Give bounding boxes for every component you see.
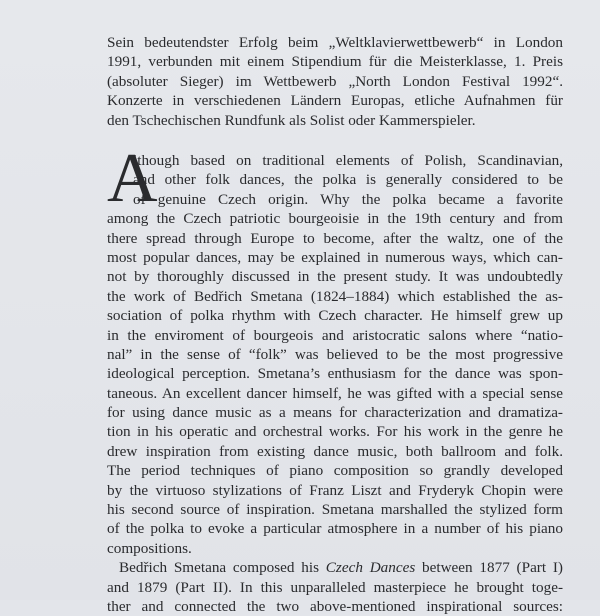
- text-line: Konzerte in verschiedenen Ländern Europas, etliche Aufnahmen für: [107, 92, 563, 110]
- text-line: among the Czech patriotic bourgeoisie in the 19th century and from: [107, 210, 563, 228]
- text-line: of the polka to evoke a particular atmosphere in a number of his piano: [107, 520, 563, 538]
- text-line: most popular dances, may be explained in numerous ways, which can-: [107, 248, 563, 266]
- text-line: not by thoroughly discussed in the present study. It was undoubtedly: [107, 268, 563, 286]
- text-run: between 1877 (Part I): [415, 559, 563, 577]
- text-line: drew inspiration from existing dance music, both ballroom and folk.: [107, 442, 563, 460]
- german-biography-paragraph: [107, 33, 563, 130]
- text-line: sociation of polka rhythm with Czech character. He himself grew up: [107, 307, 563, 325]
- work-title-italic: Czech Dances: [325, 559, 416, 577]
- text-line: the work of Bedřich Smetana (1824–1884) which established the as-: [107, 287, 563, 305]
- drop-cap: A: [107, 140, 158, 217]
- text-line: and other folk dances, the polka is generally considered to be: [133, 171, 563, 189]
- text-line: ideological perception. Smetana’s enthusiasm for the dance was spon-: [107, 365, 563, 383]
- text-line: by the virtuoso stylizations of Franz Liszt and Fryderyk Chopin were: [107, 481, 563, 499]
- text-line: The period techniques of piano composition so grandly developed: [107, 462, 563, 480]
- text-run: Bedřich Smetana composed his: [119, 559, 326, 577]
- text-line: for using dance music as a means for characterization and dramatiza-: [107, 404, 563, 422]
- text-line: nal” in the sense of “folk” was believed to be the most progressive: [107, 345, 563, 363]
- text-line-with-italic-title: [107, 558, 563, 577]
- text-line: taneous. An excellent dancer himself, he was gifted with a special sense: [107, 384, 563, 402]
- text-line: ther and connected the two above-mentioned inspirational sources:: [107, 597, 563, 615]
- text-line: den Tschechischen Rundfunk als Solist oder Kammerspieler.: [107, 111, 476, 129]
- text-line: and 1879 (Part II). In this unparalleled masterpiece he brought toge-: [107, 578, 563, 596]
- text-line: (absoluter Sieger) im Wettbewerb „North London Festival 1992“.: [107, 72, 563, 90]
- text-line: 1991, verbunden mit einem Stipendium für die Meisterklasse, 1. Preis: [107, 53, 563, 71]
- text-line: in the enviroment of bourgeois and aristocratic salons where “natio-: [107, 326, 563, 344]
- text-line: of genuine Czech origin. Why the polka became a favorite: [133, 190, 563, 208]
- english-polka-essay: [107, 140, 563, 616]
- text-line: tion in his operatic and orchestral works. For his work in the genre he: [107, 423, 563, 441]
- text-line: compositions.: [107, 539, 192, 557]
- text-line: there spread through Europe to become, after the waltz, one of the: [107, 229, 563, 247]
- text-line: lthough based on traditional elements of Polish, Scandinavian,: [133, 152, 563, 169]
- text-line: his second source of inspiration. Smetana marshalled the stylized form: [107, 501, 563, 519]
- text-line: Sein bedeutendster Erfolg beim „Weltklavierwettbewerb“ in London: [107, 34, 563, 51]
